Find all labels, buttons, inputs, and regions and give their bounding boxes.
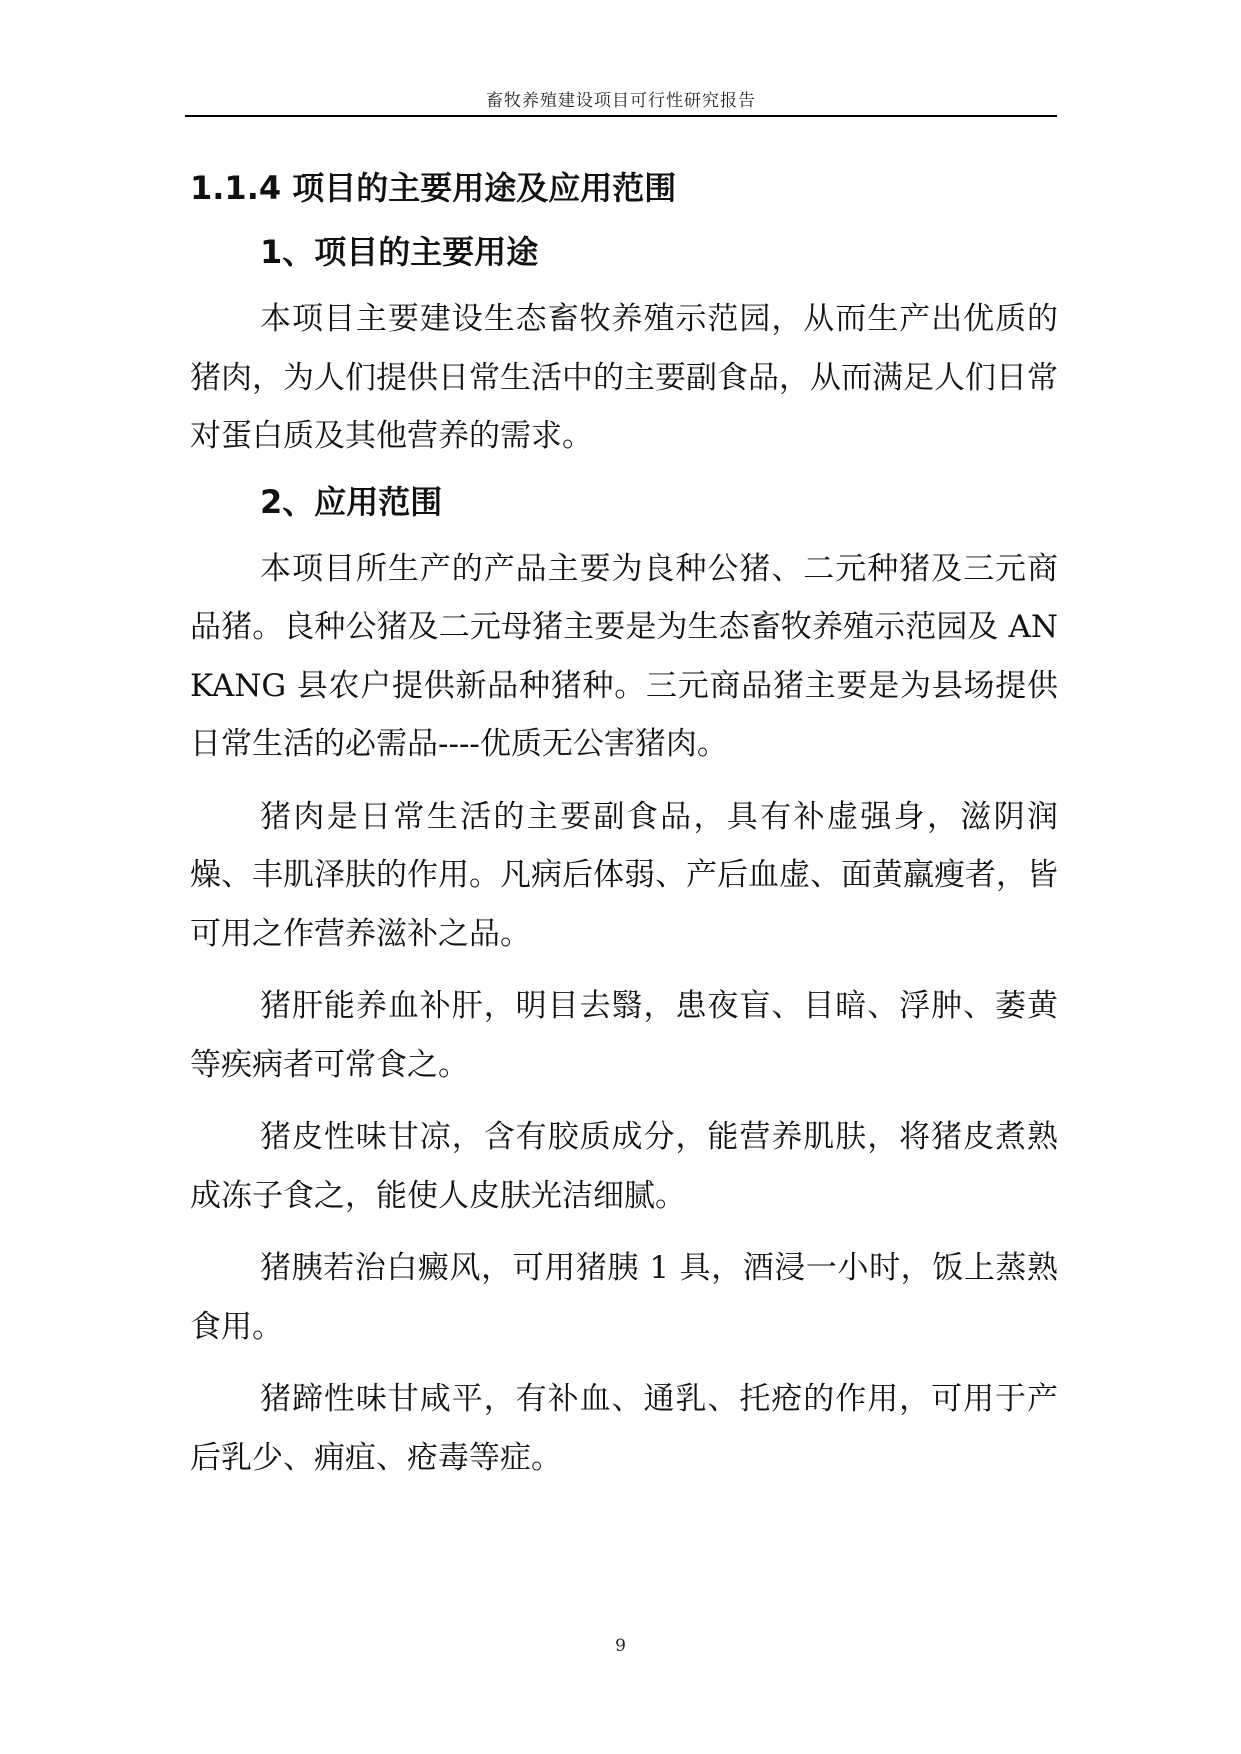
- paragraph-usage: 本项目主要建设生态畜牧养殖示范园，从而生产出优质的猪肉，为人们提供日常生活中的主要副食品，从而满足人们日常对蛋白质及其他营养的需求。: [190, 301, 1058, 454]
- subsection-heading-usage: 1、项目的主要用途: [260, 233, 539, 271]
- paragraph-trotters: 猪蹄性味甘咸平，有补血、通乳、托疮的作用，可用于产后乳少、痈疽、疮毒等症。: [190, 1381, 1058, 1476]
- paragraph-pork: 猪肉是日常生活的主要副食品，具有补虚强身，滋阴润燥、丰肌泽肤的作用。凡病后体弱、产后血虚、面黄羸瘦者，皆可用之作营养滋补之品。: [190, 798, 1058, 952]
- header-divider: [185, 115, 1057, 117]
- subsection-heading-scope: 2、应用范围: [260, 482, 443, 521]
- page-number: 9: [615, 1636, 626, 1656]
- page-body: [190, 160, 1058, 1487]
- paragraph-products: 本项目所生产的产品主要为良种公猪、二元种猪及三元商品猪。良种公猪及二元母猪主要是为生态畜牧养殖示范园及 ANKANG 县农户提供新品种猪种。三元商品猪主要是为县场提供日常生活的必需品----优质无公害猪肉。: [190, 550, 1058, 762]
- paragraph-skin: 猪皮性味甘凉，含有胶质成分，能营养肌肤，将猪皮煮熟成冻子食之，能使人皮肤光洁细腻。: [190, 1119, 1058, 1214]
- running-header: 畜牧养殖建设项目可行性研究报告: [486, 91, 756, 111]
- section-heading: 1.1.4 项目的主要用途及应用范围: [190, 169, 677, 207]
- paragraph-pancreas: 猪胰若治白癜风，可用猪胰 1 具，酒浸一小时，饭上蒸熟食用。: [190, 1250, 1058, 1345]
- paragraph-liver: 猪肝能养血补肝，明目去翳，患夜盲、目暗、浮肿、萎黄等疾病者可常食之。: [190, 988, 1058, 1083]
